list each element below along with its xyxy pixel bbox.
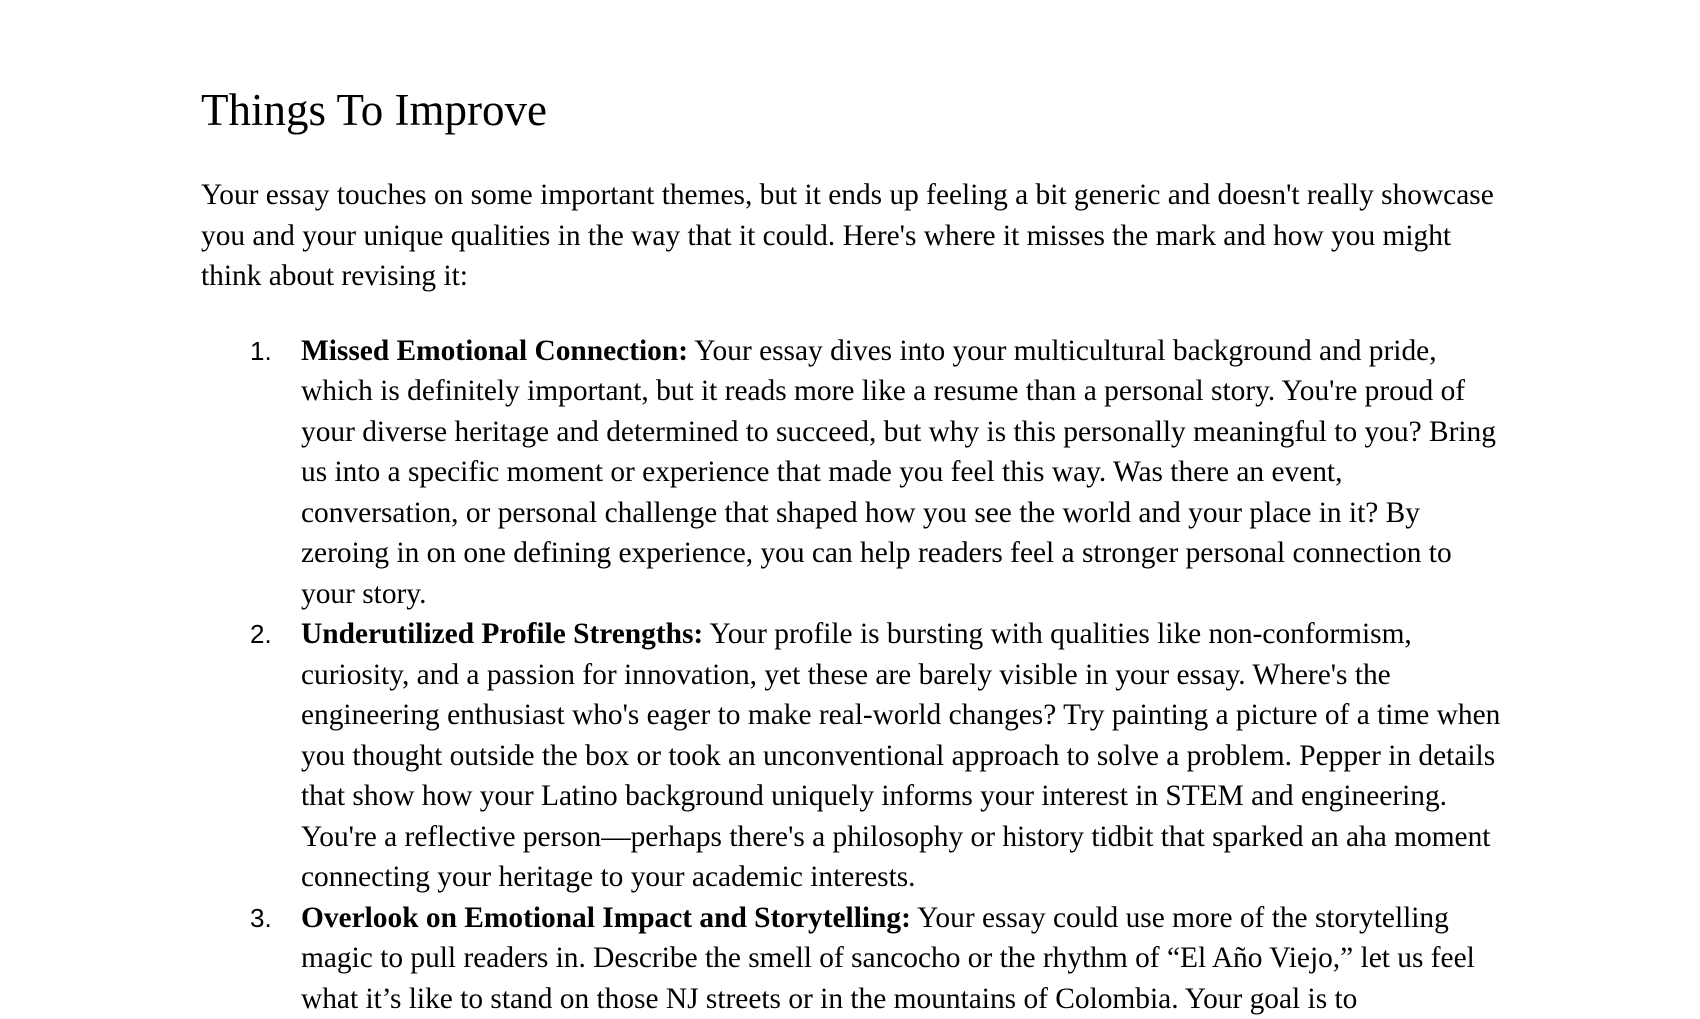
list-item-text: Your essay dives into your multicultural background and pride, which is definitely important, but it reads more like a resume than a personal story. You're proud of your diverse heritage and determined to succeed, but why is this personally meaningful to you? Bring us into a specific moment or experience that made you feel this way. Was there an event, conversation, or personal challenge that shaped how you see the world and your place in it? By zeroing in on one defining experience, you can help readers feel a stronger personal connection to your story.	[301, 335, 1496, 610]
list-item-number: 3.	[250, 898, 272, 939]
list-item	[201, 614, 1501, 898]
list-item-text: Your essay could use more of the storytelling magic to pull readers in. Describe the smell of sancocho or the rhythm of “El Año Viejo,” let us feel what it’s like to stand on those NJ streets or in the mountains of Colombia. Your goal is to	[301, 902, 1475, 1015]
list-item-number: 1.	[250, 331, 272, 372]
list-item-title: Missed Emotional Connection:	[301, 335, 688, 367]
list-item-number: 2.	[250, 614, 272, 655]
document-title: Things To Improve	[201, 80, 1501, 140]
list-item-title: Underutilized Profile Strengths:	[301, 618, 703, 650]
list-item-text: Your profile is bursting with qualities like non-conformism, curiosity, and a passion for innovation, yet these are barely visible in your essay. Where's the engineering enthusiast who's eager to make real-world changes? Try painting a picture of a time when you thought outside the box or took an unconventional approach to solve a problem. Pepper in details that show how your Latino background uniquely informs your interest in STEM and engineering. You're a reflective person—perhaps there's a philosophy or history tidbit that sparked an aha moment connecting your heritage to your academic interests.	[301, 618, 1500, 893]
list-item-title: Overlook on Emotional Impact and Storytelling:	[301, 902, 911, 934]
list-item	[201, 331, 1501, 615]
improvement-list	[201, 331, 1501, 1019]
intro-paragraph: Your essay touches on some important themes, but it ends up feeling a bit generic and doesn't really showcase you and your unique qualities in the way that it could. Here's where it misses the mark and how you might think about revising it:	[201, 175, 1501, 297]
list-item	[201, 898, 1501, 1019]
document-page	[201, 80, 1501, 1019]
